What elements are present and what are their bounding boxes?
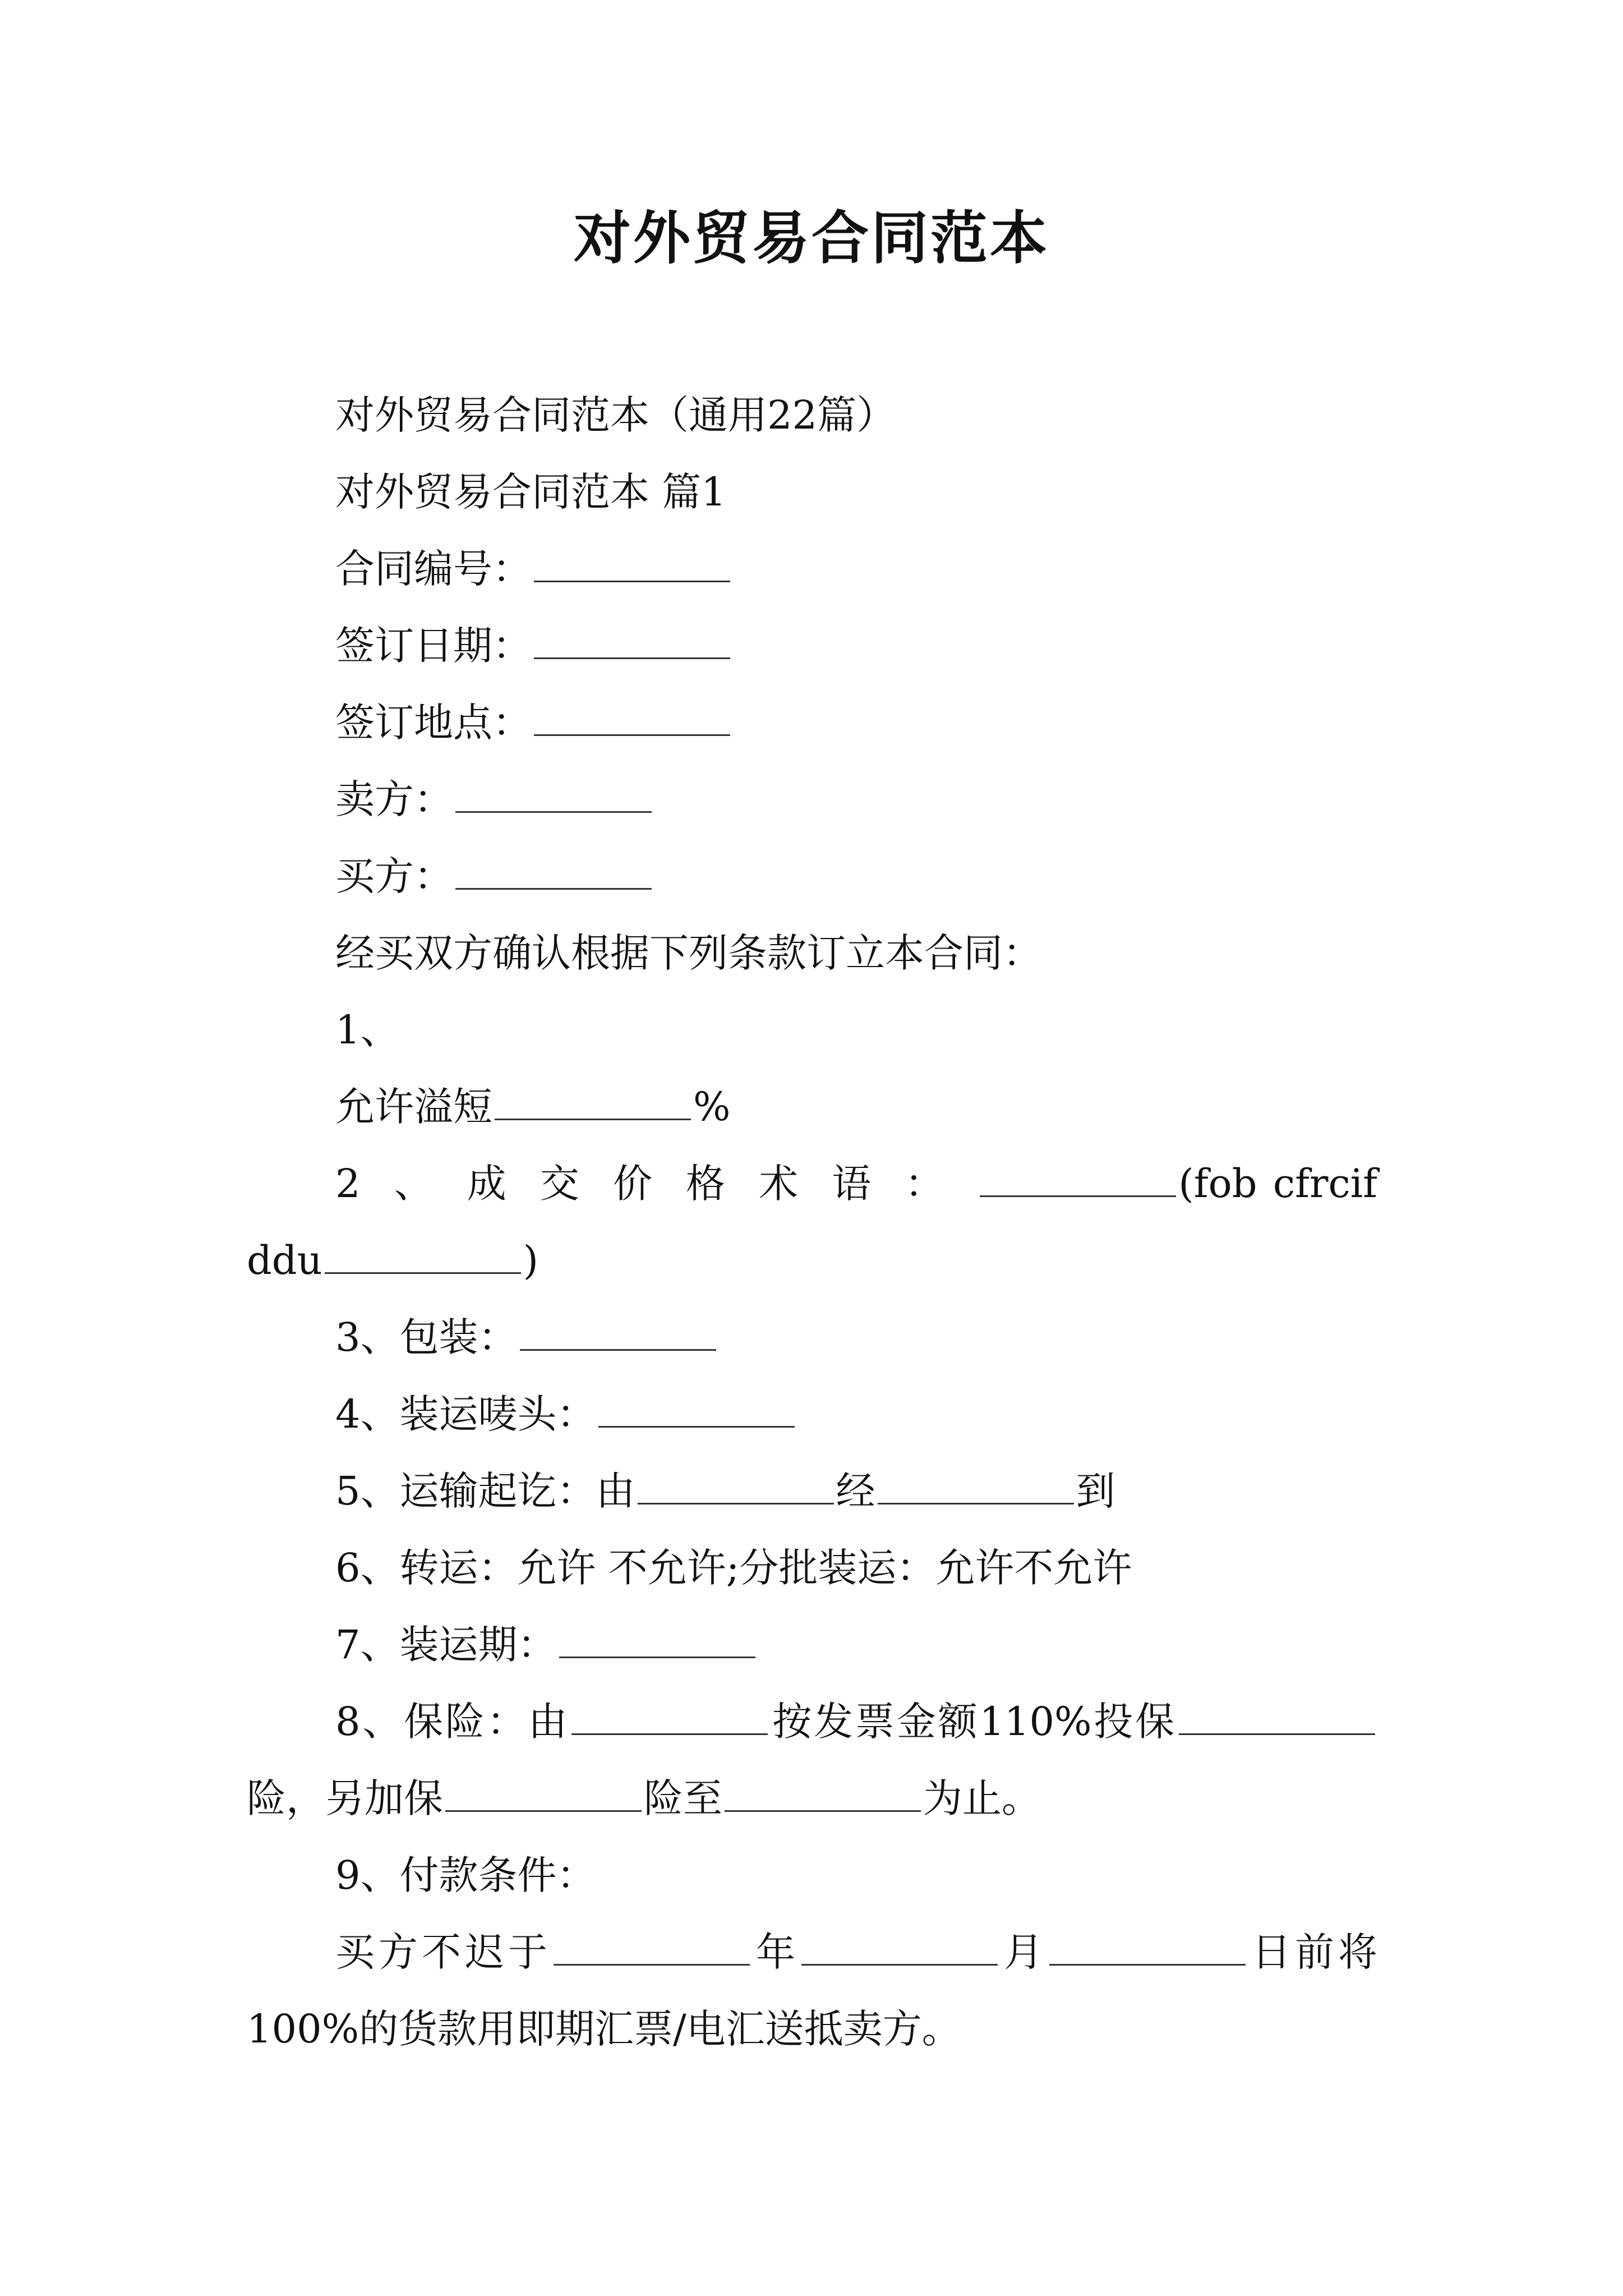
subtitle-text: 对外贸易合同范本（通用22篇） [335,392,896,438]
document-body [247,377,1377,2068]
item2-terms: (fob cfrcif ddu [247,1161,1377,1283]
extra-insurance-blank [445,1808,642,1812]
item4-line [247,1376,1377,1453]
item3-line [247,1299,1377,1376]
item8-extra: 险，另加保 [247,1775,443,1821]
item3-label: 3、包装： [335,1314,518,1360]
item8-amount: 按发票金额110%投保 [770,1699,1177,1745]
section-heading [247,454,1377,531]
overshort-unit: % [693,1084,731,1130]
via-blank [878,1501,1074,1504]
payment-month-blank [801,1962,998,1966]
intro-line [247,915,1377,992]
insurance-type-blank [1179,1731,1375,1735]
price-term-blank-2 [325,1270,521,1274]
overshort-line [247,1069,1377,1145]
item8-until: 险至 [644,1775,722,1821]
sign-place-line [247,684,1377,761]
marks-blank [598,1424,795,1428]
item8-end: 为止。 [923,1775,1041,1821]
item7-line [247,1607,1377,1683]
item6-text: 6、转运：允许 不允许;分批装运：允许不允许 [335,1545,1132,1591]
sign-date-blank [534,655,730,659]
sign-date-label: 签订日期： [335,623,532,669]
insurer-blank [571,1731,768,1735]
seller-label: 卖方： [335,776,453,822]
sign-date-line [247,608,1377,684]
packing-blank [520,1347,716,1351]
overshort-label: 允许溢短 [335,1084,492,1130]
buyer-blank [455,886,652,890]
item2-paragraph [247,1145,1377,1299]
item5-label: 5、运输起讫：由 [335,1468,635,1514]
item2-label: 2、成交价格术语： [335,1161,978,1207]
item1-text: 1、 [335,1007,400,1053]
payment-end: 日前将100%的货款用即期汇票/电汇送抵卖方。 [247,1929,1377,2052]
payment-day-blank [1049,1962,1246,1966]
document-title: 对外贸易合同范本 [574,205,1049,272]
item8-paragraph [247,1683,1377,1837]
price-term-blank [980,1193,1176,1197]
item7-label: 7、装运期： [335,1622,557,1668]
contract-number-blank [534,578,730,582]
item5-via: 经 [836,1468,875,1514]
subtitle-line [247,377,1377,454]
payment-paragraph [247,1914,1377,2068]
payment-year-blank [554,1962,750,1966]
item6-line [247,1530,1377,1607]
sign-place-label: 签订地点： [335,700,532,746]
sign-place-blank [534,732,730,736]
contract-number-label: 合同编号： [335,546,532,592]
contract-number-line [247,531,1377,608]
shipment-period-blank [559,1654,755,1658]
seller-blank [455,809,652,813]
origin-blank [638,1501,834,1504]
item4-label: 4、装运唛头： [335,1391,596,1437]
item8-label: 8、保险：由 [335,1699,570,1745]
buyer-line [247,838,1377,915]
buyer-label: 买方： [335,853,453,899]
item5-line [247,1453,1377,1530]
intro-text: 经买双方确认根据下列条款订立本合同： [335,930,1042,976]
section-heading-text: 对外贸易合同范本 篇1 [335,469,726,515]
item2-close: ) [523,1237,539,1283]
payment-start: 买方不迟于 [335,1929,551,1975]
item9-line [247,1837,1377,1914]
insurance-until-blank [725,1808,921,1812]
payment-month: 月 [1000,1929,1047,1975]
item5-to: 到 [1076,1468,1115,1514]
overshort-blank [495,1116,691,1120]
item9-label: 9、付款条件： [335,1852,596,1898]
item1-line [247,992,1377,1069]
seller-line [247,761,1377,838]
payment-year: 年 [752,1929,799,1975]
